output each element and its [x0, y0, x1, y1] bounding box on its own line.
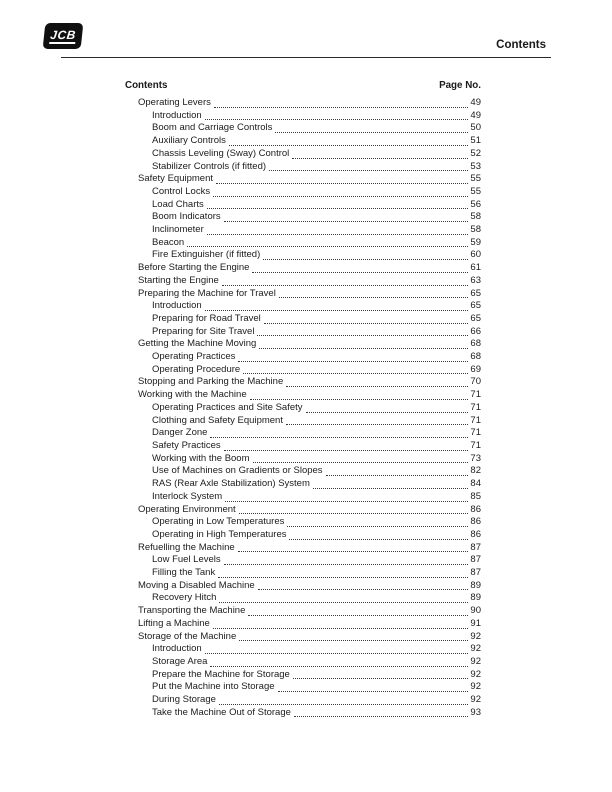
toc-entry-page: 92: [470, 630, 481, 642]
toc-entry-page: 71: [470, 439, 481, 451]
toc-entry: [125, 313, 481, 326]
toc-entry-label: Boom and Carriage Controls: [152, 122, 273, 134]
table-of-contents: [125, 80, 481, 719]
dot-leader: [214, 97, 469, 108]
toc-entry-page: 71: [470, 401, 481, 413]
toc-entry: [125, 224, 481, 237]
toc-entry-label: Take the Machine Out of Storage: [152, 706, 291, 718]
dot-leader: [213, 618, 469, 629]
dot-leader: [239, 504, 469, 515]
toc-entry-page: 92: [470, 655, 481, 667]
toc-entry: [125, 148, 481, 161]
toc-entry: [125, 415, 481, 428]
toc-entry-page: 71: [470, 389, 481, 401]
toc-entry-page: 65: [470, 287, 481, 299]
toc-entry-page: 90: [470, 605, 481, 617]
toc-entry-page: 68: [470, 338, 481, 350]
toc-entry-page: 65: [470, 300, 481, 312]
toc-entry-page: 56: [470, 198, 481, 210]
toc-entry-label: Low Fuel Levels: [152, 554, 221, 566]
toc-entry: [125, 135, 481, 148]
toc-entry: [125, 542, 481, 555]
toc-entry: [125, 681, 481, 694]
toc-entry-label: Operating in High Temperatures: [152, 528, 287, 540]
toc-entry: [125, 491, 481, 504]
toc-entry: [125, 186, 481, 199]
toc-entry-label: Moving a Disabled Machine: [138, 579, 255, 591]
toc-entry-label: Boom Indicators: [152, 211, 221, 223]
toc-entry: [125, 516, 481, 529]
toc-entry-label: Safety Equipment: [138, 173, 213, 185]
toc-entry-label: During Storage: [152, 694, 216, 706]
toc-entry: [125, 338, 481, 351]
toc-entry-label: Beacon: [152, 236, 185, 248]
toc-entry: [125, 529, 481, 542]
toc-header-row: [125, 80, 481, 91]
toc-entry-page: 93: [470, 706, 481, 718]
toc-entry-page: 92: [470, 668, 481, 680]
toc-entry-label: Before Starting the Engine: [138, 262, 250, 274]
toc-entry-page: 69: [470, 363, 481, 375]
toc-entry-page: 55: [470, 185, 481, 197]
toc-entry-label: Use of Machines on Gradients or Slopes: [152, 465, 323, 477]
toc-entry-page: 89: [470, 579, 481, 591]
toc-entry: [125, 326, 481, 339]
dot-leader: [219, 592, 468, 603]
dot-leader: [263, 249, 468, 260]
toc-entry-page: 51: [470, 135, 481, 147]
toc-entry-page: 65: [470, 312, 481, 324]
toc-entry: [125, 440, 481, 453]
toc-entry-page: 63: [470, 274, 481, 286]
toc-entry-label: Prepare the Machine for Storage: [152, 668, 290, 680]
dot-leader: [213, 186, 468, 197]
dot-leader: [224, 554, 469, 565]
toc-entry-label: Preparing for Road Travel: [152, 312, 261, 324]
dot-leader: [207, 199, 469, 210]
toc-entry-label: Preparing the Machine for Travel: [138, 287, 276, 299]
toc-entry-label: Introduction: [152, 643, 202, 655]
toc-entry-label: Safety Practices: [152, 439, 221, 451]
toc-entry-page: 49: [470, 97, 481, 108]
dot-leader: [252, 262, 468, 273]
toc-entry-page: 87: [470, 554, 481, 566]
toc-entry-label: Inclinometer: [152, 224, 204, 236]
toc-entry: [125, 237, 481, 250]
toc-entry-label: Interlock System: [152, 490, 223, 502]
toc-entry: [125, 694, 481, 707]
toc-entry-label: Fire Extinguisher (if fitted): [152, 249, 261, 261]
toc-entry: [125, 122, 481, 135]
toc-entry: [125, 161, 481, 174]
toc-entry-page: 86: [470, 516, 481, 528]
toc-entry: [125, 402, 481, 415]
dot-leader: [216, 173, 468, 184]
toc-entry-page: 58: [470, 211, 481, 223]
dot-leader: [313, 478, 469, 489]
toc-entry: [125, 262, 481, 275]
toc-entry-label: Operating Levers: [138, 97, 211, 108]
dot-leader: [207, 224, 469, 235]
toc-entry-label: Lifting a Machine: [138, 617, 210, 629]
toc-entry-label: Recovery Hitch: [152, 592, 217, 604]
dot-leader: [205, 300, 469, 311]
toc-entry: [125, 707, 481, 720]
toc-entry-label: Auxiliary Controls: [152, 135, 226, 147]
dot-leader: [219, 694, 469, 705]
toc-entry: [125, 580, 481, 593]
toc-entry-label: Getting the Machine Moving: [138, 338, 257, 350]
toc-entry-page: 71: [470, 427, 481, 439]
toc-entry-label: Put the Machine into Storage: [152, 681, 275, 693]
toc-entry: [125, 592, 481, 605]
dot-leader: [289, 529, 468, 540]
dot-leader: [258, 580, 469, 591]
dot-leader: [287, 516, 468, 527]
toc-entry: [125, 173, 481, 186]
toc-entry-page: 55: [470, 173, 481, 185]
toc-entry: [125, 631, 481, 644]
toc-column-contents: Contents: [125, 80, 168, 91]
dot-leader: [275, 122, 468, 133]
dot-leader: [187, 237, 468, 248]
dot-leader: [257, 326, 468, 337]
toc-entry-page: 92: [470, 681, 481, 693]
dot-leader: [205, 643, 469, 654]
toc-entry: [125, 427, 481, 440]
toc-entry-label: Stabilizer Controls (if fitted): [152, 160, 267, 172]
toc-entry-page: 60: [470, 249, 481, 261]
dot-leader: [293, 669, 469, 680]
toc-entry: [125, 656, 481, 669]
dot-leader: [264, 313, 469, 324]
dot-leader: [243, 364, 468, 375]
toc-entry-page: 71: [470, 414, 481, 426]
toc-entry: [125, 643, 481, 656]
page-header-title: Contents: [496, 39, 546, 51]
dot-leader: [229, 135, 469, 146]
dot-leader: [210, 427, 468, 438]
dot-leader: [286, 376, 468, 387]
toc-entry-page: 92: [470, 694, 481, 706]
toc-entry-page: 86: [470, 528, 481, 540]
dot-leader: [292, 148, 468, 159]
toc-entry-label: Storage Area: [152, 655, 208, 667]
toc-entry-page: 84: [470, 478, 481, 490]
toc-entry: [125, 288, 481, 301]
dot-leader: [306, 402, 469, 413]
toc-entry-label: Control Locks: [152, 185, 211, 197]
toc-entry-page: 50: [470, 122, 481, 134]
toc-entry-label: Introduction: [152, 109, 202, 121]
toc-entry-page: 58: [470, 224, 481, 236]
dot-leader: [259, 338, 468, 349]
toc-entry-page: 92: [470, 643, 481, 655]
toc-entry-page: 70: [470, 376, 481, 388]
toc-entry: [125, 465, 481, 478]
dot-leader: [218, 567, 468, 578]
toc-entry-page: 87: [470, 541, 481, 553]
toc-entry-page: 82: [470, 465, 481, 477]
dot-leader: [248, 605, 468, 616]
dot-leader: [225, 491, 468, 502]
toc-entry-page: 89: [470, 592, 481, 604]
toc-entry-label: Preparing for Site Travel: [152, 325, 255, 337]
toc-entry: [125, 211, 481, 224]
toc-entry-label: Working with the Machine: [138, 389, 247, 401]
dot-leader: [224, 440, 469, 451]
toc-entry: [125, 97, 481, 110]
dot-leader: [250, 389, 469, 400]
jcb-logo-text: JCB: [49, 27, 77, 42]
toc-entry: [125, 453, 481, 466]
dot-leader: [222, 275, 469, 286]
toc-entry-page: 59: [470, 236, 481, 248]
toc-entry: [125, 199, 481, 212]
toc-entry-label: Refuelling the Machine: [138, 541, 235, 553]
dot-leader: [294, 707, 469, 718]
toc-entry-label: Load Charts: [152, 198, 204, 210]
toc-entry-label: Danger Zone: [152, 427, 208, 439]
dot-leader: [205, 110, 469, 121]
toc-entry-label: Filling the Tank: [152, 567, 216, 579]
jcb-logo: [43, 23, 84, 49]
toc-entry-label: Clothing and Safety Equipment: [152, 414, 283, 426]
toc-entry-label: RAS (Rear Axle Stabilization) System: [152, 478, 310, 490]
toc-entry-page: 61: [470, 262, 481, 274]
toc-entry: [125, 275, 481, 288]
toc-entry-page: 68: [470, 351, 481, 363]
toc-entry-page: 85: [470, 490, 481, 502]
toc-entry-page: 49: [470, 109, 481, 121]
toc-entry-label: Storage of the Machine: [138, 630, 237, 642]
toc-entry-label: Introduction: [152, 300, 202, 312]
dot-leader: [253, 453, 469, 464]
toc-entry: [125, 669, 481, 682]
dot-leader: [239, 631, 468, 642]
toc-entry-label: Operating Practices: [152, 351, 236, 363]
toc-entry: [125, 376, 481, 389]
toc-entry-label: Chassis Leveling (Sway) Control: [152, 147, 290, 159]
toc-column-page: Page No.: [439, 80, 481, 91]
toc-entry: [125, 478, 481, 491]
toc-entry-page: 53: [470, 160, 481, 172]
toc-entry-label: Operating Procedure: [152, 363, 241, 375]
toc-entry-label: Operating in Low Temperatures: [152, 516, 285, 528]
dot-leader: [278, 681, 469, 692]
toc-entry-page: 87: [470, 567, 481, 579]
toc-entry: [125, 605, 481, 618]
toc-entry: [125, 389, 481, 402]
toc-entry-page: 66: [470, 325, 481, 337]
dot-leader: [238, 351, 468, 362]
dot-leader: [238, 542, 469, 553]
toc-entry: [125, 567, 481, 580]
toc-entry-page: 86: [470, 503, 481, 515]
toc-entry: [125, 351, 481, 364]
toc-entry-label: Stopping and Parking the Machine: [138, 376, 284, 388]
toc-entry: [125, 249, 481, 262]
toc-entry: [125, 364, 481, 377]
dot-leader: [224, 211, 469, 222]
toc-entry: [125, 300, 481, 313]
toc-entry: [125, 554, 481, 567]
toc-entry-page: 91: [470, 617, 481, 629]
dot-leader: [269, 161, 468, 172]
toc-entry-label: Working with the Boom: [152, 452, 250, 464]
header-rule: [61, 57, 551, 58]
toc-entry-label: Operating Practices and Site Safety: [152, 401, 303, 413]
toc-entry: [125, 110, 481, 123]
dot-leader: [210, 656, 468, 667]
toc-entry-page: 52: [470, 147, 481, 159]
toc-entry-label: Starting the Engine: [138, 274, 219, 286]
toc-entry-page: 73: [470, 452, 481, 464]
dot-leader: [286, 415, 468, 426]
toc-entry-label: Operating Environment: [138, 503, 236, 515]
toc-entry-label: Transporting the Machine: [138, 605, 246, 617]
toc-entry-list: [125, 97, 481, 719]
dot-leader: [326, 465, 469, 476]
toc-entry: [125, 504, 481, 517]
toc-entry: [125, 618, 481, 631]
dot-leader: [279, 288, 469, 299]
